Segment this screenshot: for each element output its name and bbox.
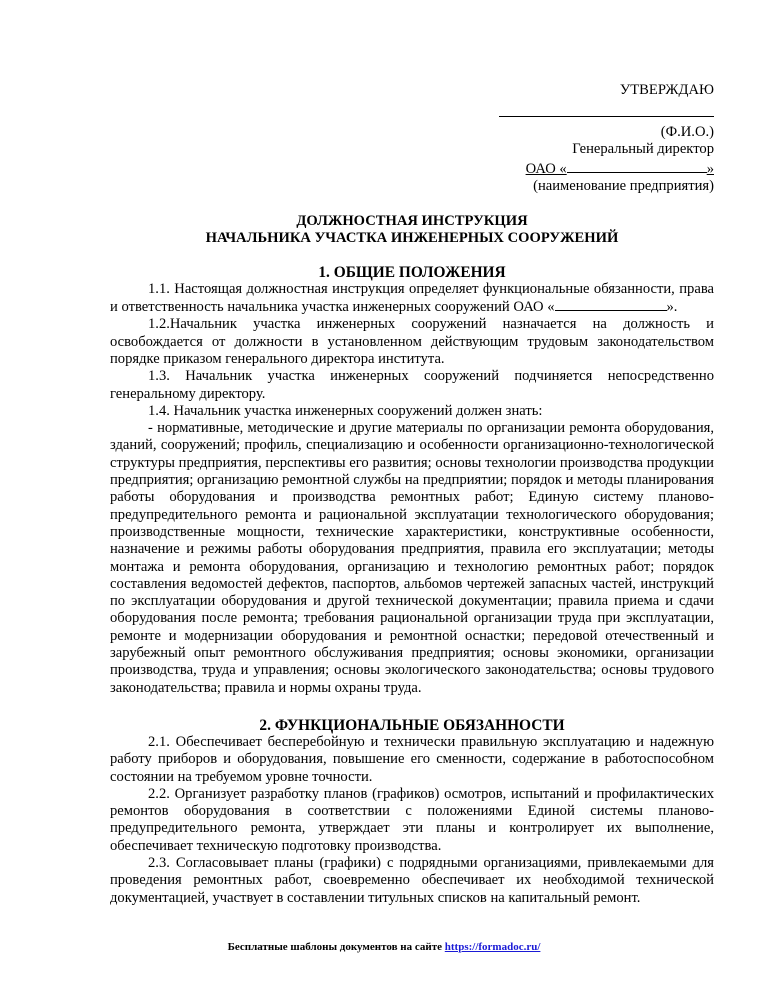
signature-line (110, 99, 714, 123)
title-line-2: НАЧАЛЬНИКА УЧАСТКА ИНЖЕНЕРНЫХ СООРУЖЕНИЙ (205, 229, 619, 246)
paragraph-1-3: 1.3. Начальник участка инженерных сооружений подчиняется непосредственно генеральному директору. (110, 368, 714, 402)
page-footer (0, 941, 768, 953)
paragraph-1-1: 1.1. Настоящая должностная инструкция определяет функциональные обязанности, права и ответственность начальника участка инженерных сооружений ОАО « ». (110, 280, 714, 316)
section-2-heading: 2. ФУНКЦИОНАЛЬНЫЕ ОБЯЗАННОСТИ (259, 716, 565, 734)
title-line-1: ДОЛЖНОСТНАЯ ИНСТРУКЦИЯ (296, 212, 528, 229)
organization-line: ОАО « » (110, 158, 714, 178)
paragraph-2-3: 2.3. Согласовывает планы (графики) с подрядными организациями, привлекаемыми для проведения ремонтных работ, своевременно обеспечивает их необходимой технической документацией, участвует в составлении титульных списков на капитальный ремонт. (110, 854, 714, 906)
document-page (110, 82, 714, 907)
fio-hint: (Ф.И.О.) (660, 123, 714, 140)
director-position: Генеральный директор (572, 140, 714, 157)
paragraph-1-4-list: - нормативные, методические и другие материалы по организации ремонта оборудования, зданий, сооружений; профиль, специализацию и особенности организационно-технологической структуры предприятия, перспективы его развития; основы технологии производства продукции предприятия; организацию ремонтной службы на предприятии; порядок и методы планирования работы оборудования и производства ремонтных работ; Единую систему планово-предупредительного ремонта и рациональной эксплуатации технологического оборудования; производственные мощности, технические характеристики, конструктивные особенности, назначение и режимы работы оборудования предприятия, правила его эксплуатации; методы монтажа и ремонта оборудования, организацию и технологию ремонтных работ; порядок составления ведомостей дефектов, паспортов, альбомов чертежей запасных частей, инструкций по эксплуатации оборудования и другой технической документации; правила приема и сдачи оборудования после ремонта; требования рациональной организации труда при эксплуатации, ремонте и модернизации оборудования и ремонтной оснастки; передовой отечественный и зарубежный опыт ремонтного обслуживания предприятия; основы экономики, организации производства, труда и управления; основы экологического законодательства; основы трудового законодательства; правила и нормы охраны труда. (110, 420, 714, 696)
document-title (110, 213, 714, 247)
footer-text: Бесплатные шаблоны документов на сайте (227, 941, 445, 953)
section-1-heading: 1. ОБЩИЕ ПОЛОЖЕНИЯ (318, 263, 506, 281)
paragraph-1-2: 1.2.Начальник участка инженерных сооружений назначается на должность и освобождается от должности в установленном действующим трудовым законодательством порядке приказом генерального директора института. (110, 316, 714, 367)
paragraph-1-4: 1.4. Начальник участка инженерных сооружений должен знать: (148, 402, 543, 419)
footer-link[interactable]: https://formadoc.ru/ (444, 941, 541, 953)
organization-hint: (наименование предприятия) (533, 178, 714, 195)
approval-block (110, 82, 714, 196)
approve-label: УТВЕРЖДАЮ (619, 82, 714, 98)
paragraph-2-1: 2.1. Обеспечивает бесперебойную и технически правильную эксплуатацию и надежную работу приборов и оборудования, повышение его сменности, содержание в работоспособном состоянии на требуемом уровне точности. (110, 733, 714, 785)
paragraph-2-2: 2.2. Организует разработку планов (графиков) осмотров, испытаний и профилактических ремонтов оборудования в соответствии с положениями Единой системы планово-предупредительного ремонта, утверждает эти планы и контролирует их выполнение, обеспечивает техническую подготовку производства. (110, 785, 714, 854)
